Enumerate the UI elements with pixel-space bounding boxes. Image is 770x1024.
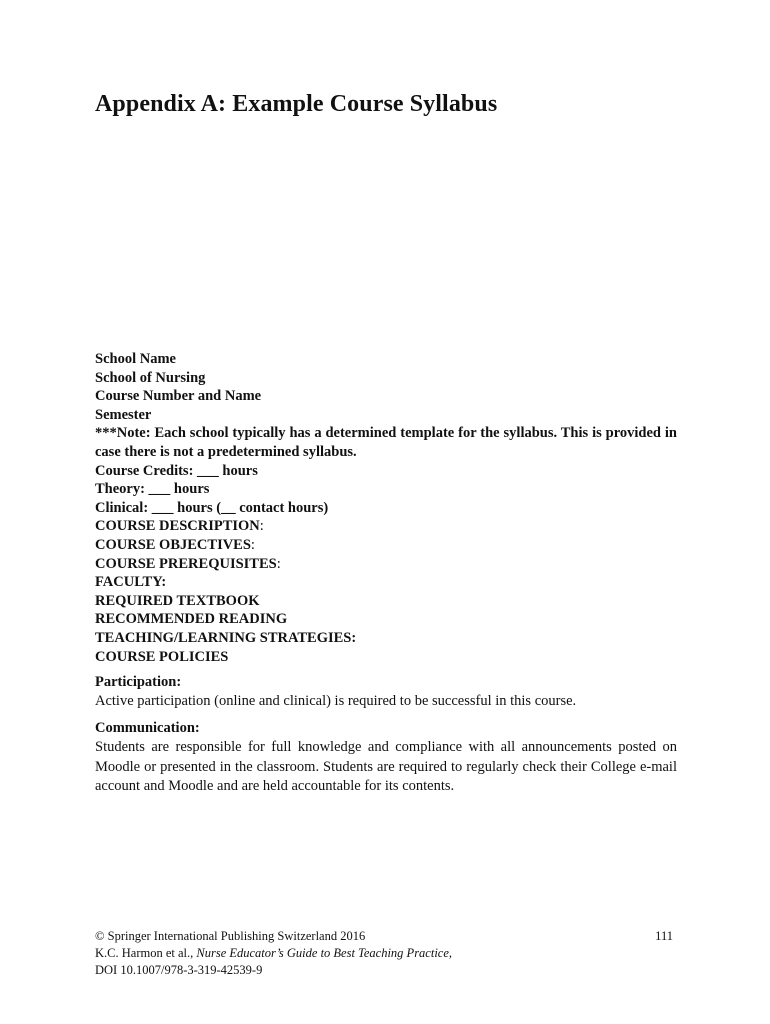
course-objectives-heading bbox=[95, 536, 677, 555]
copyright-line: © Springer International Publishing Switzerland 2016 bbox=[95, 929, 366, 943]
course-number-name-line: Course Number and Name bbox=[95, 388, 262, 405]
course-credits-line: Course Credits: ___ hours bbox=[95, 462, 258, 479]
school-name-line: School Name bbox=[95, 351, 176, 367]
citation-line bbox=[95, 945, 677, 962]
faculty-heading: FACULTY: bbox=[95, 574, 167, 591]
participation-title: Participation: bbox=[95, 674, 182, 690]
page-title: Appendix A: Example Course Syllabus bbox=[95, 91, 498, 117]
clinical-hours-line: Clinical: ___ hours (__ contact hours) bbox=[95, 499, 329, 516]
citation-comma: , bbox=[448, 946, 453, 960]
course-prerequisites-label: COURSE PREREQUISITES bbox=[95, 555, 277, 572]
communication-section bbox=[95, 719, 677, 796]
teaching-learning-heading: TEACHING/LEARNING STRATEGIES: bbox=[95, 629, 357, 646]
course-prerequisites-colon: : bbox=[276, 555, 281, 572]
course-prerequisites-heading bbox=[95, 555, 677, 574]
participation-section bbox=[95, 673, 677, 712]
course-objectives-label: COURSE OBJECTIVES bbox=[95, 536, 251, 553]
course-description-heading bbox=[95, 517, 677, 536]
course-policies-heading: COURSE POLICIES bbox=[95, 648, 229, 665]
theory-hours-line: Theory: ___ hours bbox=[95, 481, 210, 498]
communication-title: Communication: bbox=[95, 720, 200, 736]
participation-body: Active participation (online and clinical) is required to be successful in this course. bbox=[95, 693, 577, 710]
citation-book-title: Nurse Educator’s Guide to Best Teaching Practice bbox=[196, 946, 449, 960]
template-note: ***Note: Each school typically has a determined template for the syllabus. This is provided in case there is not a predetermined syllabus. bbox=[95, 425, 677, 460]
recommended-reading-heading: RECOMMENDED READING bbox=[95, 611, 288, 628]
syllabus-header-block bbox=[95, 350, 677, 666]
required-textbook-heading: REQUIRED TEXTBOOK bbox=[95, 592, 260, 609]
course-objectives-colon: : bbox=[250, 536, 255, 553]
semester-line: Semester bbox=[95, 406, 152, 423]
communication-body: Students are responsible for full knowledge and compliance with all announcements posted on Moodle or presented in the classroom. Students are required to regularly check their College e-mail account and Moodle and are held accountable for its contents. bbox=[95, 739, 677, 794]
page-footer bbox=[95, 928, 677, 979]
page-number: 111 bbox=[655, 929, 673, 943]
school-of-nursing-line: School of Nursing bbox=[95, 369, 206, 386]
course-description-label: COURSE DESCRIPTION bbox=[95, 518, 260, 535]
citation-authors: K.C. Harmon et al., bbox=[95, 946, 197, 960]
course-description-colon: : bbox=[259, 518, 264, 535]
doi-line: DOI 10.1007/978-3-319-42539-9 bbox=[95, 963, 263, 977]
